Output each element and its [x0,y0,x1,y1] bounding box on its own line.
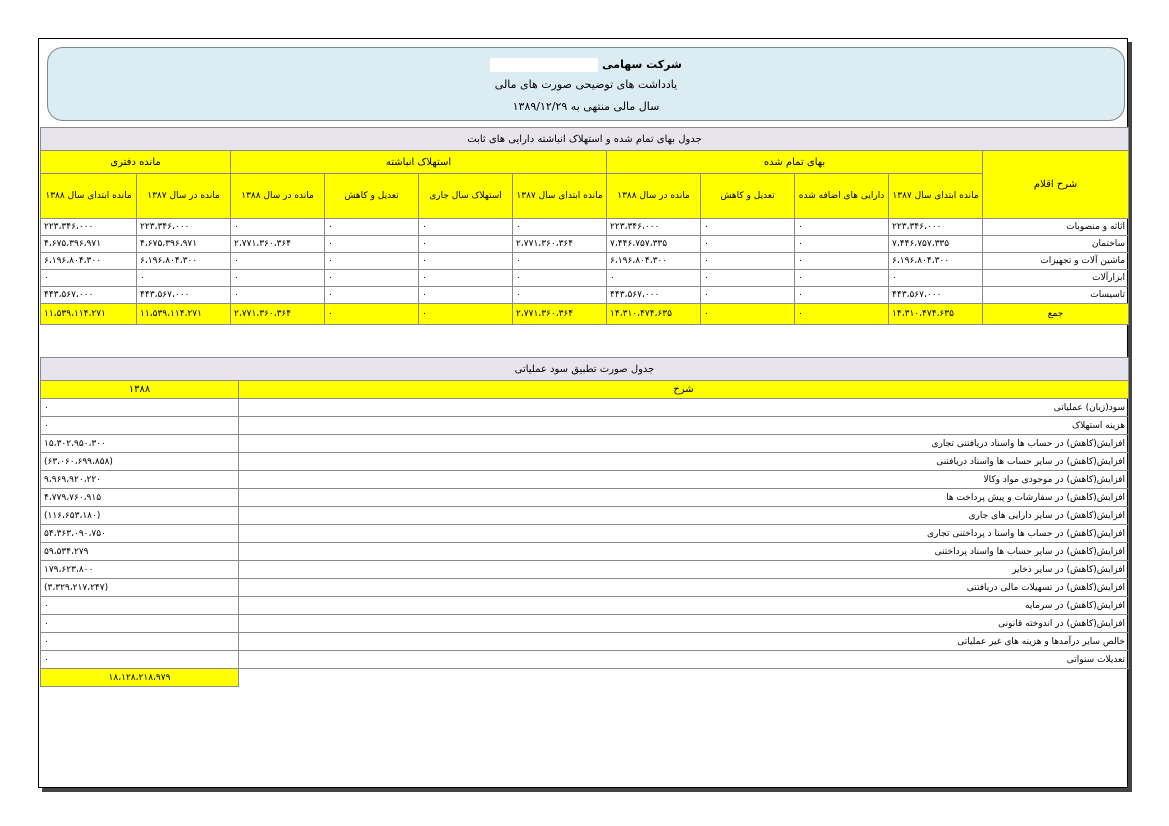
column-header: مانده ابتدای سال ۱۳۸۸ [41,174,137,219]
total-label: جمع [983,304,1129,325]
report-subtitle: یادداشت های توضیحی صورت های مالی [494,78,678,91]
table-row [41,287,1129,304]
row-value: ۰ [41,633,239,651]
table-cell: ۴۴۳،۵۶۷،۰۰۰ [137,287,231,304]
table-cell: ۰ [325,253,419,270]
total-cell: ۰ [701,304,795,325]
group-book-header: مانده دفتری [41,151,231,174]
total-cell: ۰ [325,304,419,325]
table-cell: ۰ [795,287,889,304]
total-cell: ۱۱،۵۳۹،۱۱۴،۲۷۱ [137,304,231,325]
table-row [41,507,1129,525]
company-title [48,58,1124,72]
total-value: ۱۸،۱۲۸،۲۱۸،۹۷۹ [41,669,239,687]
table-cell: ۰ [325,270,419,287]
table-cell: ۰ [513,287,607,304]
row-label: افزایش(کاهش) در سایر حساب ها واسناد پرداختنی [239,543,1129,561]
table-cell: ۰ [701,236,795,253]
row-value: (۱۱۶،۶۵۳،۱۸۰) [41,507,239,525]
table-row [41,471,1129,489]
row-label: هزینه استهلاک [239,417,1129,435]
table-cell: ۴۴۳،۵۶۷،۰۰۰ [889,287,983,304]
table-cell: ۰ [41,270,137,287]
row-value: (۶۳،۰۶۰،۶۹۹،۸۵۸) [41,453,239,471]
column-header: مانده در سال ۱۳۸۸ [231,174,325,219]
table-cell: ۰ [701,219,795,236]
column-header: تعدیل و کاهش [701,174,795,219]
table-cell: ۰ [889,270,983,287]
table-cell: ۲۲۳،۳۴۶،۰۰۰ [41,219,137,236]
desc-header: شرح اقلام [983,151,1129,219]
table-cell: ۴۴۳،۵۶۷،۰۰۰ [41,287,137,304]
row-label: افزایش(کاهش) در سایر دارایی های جاری [239,507,1129,525]
row-value: ۰ [41,597,239,615]
table-cell: ۲،۷۷۱،۳۶۰،۳۶۴ [513,236,607,253]
row-label: افزایش(کاهش) در تسهیلات مالی دریافتنی [239,579,1129,597]
table-cell: ۰ [231,287,325,304]
fixed-assets-title: جدول بهای تمام شده و استهلاک انباشته دارایی های ثابت [41,128,1129,151]
column-header: دارایی های اضافه شده [795,174,889,219]
table-cell: ۰ [795,270,889,287]
table-cell: ۲۲۳،۳۴۶،۰۰۰ [607,219,701,236]
row-label: افزایش(کاهش) در حساب ها واسناد دریافتنی تجاری [239,435,1129,453]
fiscal-period: سال مالی منتهی به ۱۳۸۹/۱۲/۲۹ [512,100,660,113]
total-cell: ۲،۷۷۱،۳۶۰،۳۶۴ [231,304,325,325]
column-header: مانده در سال ۱۳۸۷ [137,174,231,219]
table-row [41,489,1129,507]
table-cell: ۴،۶۷۵،۳۹۶،۹۷۱ [41,236,137,253]
group-depreciation-header: استهلاک انباشته [231,151,607,174]
table-cell: ۶،۱۹۶،۸۰۴،۳۰۰ [607,253,701,270]
table-cell: ۲۲۳،۳۴۶،۰۰۰ [889,219,983,236]
table-cell: ۰ [513,270,607,287]
company-label: شرکت سهامی [602,58,682,71]
table-cell: ۰ [325,236,419,253]
table-row [41,633,1129,651]
row-label: افزایش(کاهش) در سایر حساب ها واسناد دریافتنی [239,453,1129,471]
table-cell: ۰ [137,270,231,287]
year-header: ۱۳۸۸ [41,381,239,399]
row-value: ۱۷۹،۶۲۳،۸۰۰ [41,561,239,579]
row-label: ساختمان [983,236,1129,253]
table-cell: ۷،۴۴۶،۷۵۷،۳۳۵ [607,236,701,253]
table-cell: ۲،۷۷۱،۳۶۰،۳۶۴ [231,236,325,253]
column-header: مانده در سال ۱۳۸۸ [607,174,701,219]
row-value: ۰ [41,417,239,435]
row-label: ماشین آلات و تجهیزات [983,253,1129,270]
table-cell: ۰ [701,253,795,270]
total-row [41,669,1129,687]
column-header: استهلاک سال جاری [419,174,513,219]
report-page [38,38,1128,788]
table-cell: ۰ [419,287,513,304]
row-label: سود(زیان) عملیاتی [239,399,1129,417]
operating-profit-reconciliation-table [40,357,1129,687]
table-row [41,615,1129,633]
table-cell: ۰ [513,253,607,270]
table-cell: ۰ [325,287,419,304]
column-header: مانده ابتدای سال ۱۳۸۷ [513,174,607,219]
table-row [41,270,1129,287]
table-row [41,453,1129,471]
total-spacer [239,669,1129,687]
table-row [41,525,1129,543]
table-cell: ۰ [231,253,325,270]
total-cell: ۱۴،۳۱۰،۴۷۴،۶۳۵ [889,304,983,325]
row-label: خالص سایر درآمدها و هزینه های غیر عملیاتی [239,633,1129,651]
table-cell: ۰ [419,270,513,287]
row-value: ۰ [41,651,239,669]
group-cost-header: بهای تمام شده [607,151,983,174]
total-cell: ۰ [419,304,513,325]
table-cell: ۰ [231,219,325,236]
row-value: ۰ [41,615,239,633]
row-label: تعدیلات سنواتی [239,651,1129,669]
table-cell: ۰ [795,219,889,236]
total-cell: ۱۱،۵۳۹،۱۱۴،۲۷۱ [41,304,137,325]
row-value: ۵۹،۵۳۴،۲۷۹ [41,543,239,561]
total-cell: ۱۴،۳۱۰،۴۷۴،۶۳۵ [607,304,701,325]
table-row [41,579,1129,597]
row-label: تاسیسات [983,287,1129,304]
table-cell: ۰ [701,270,795,287]
column-header: مانده ابتدای سال ۱۳۸۷ [889,174,983,219]
table-cell: ۰ [325,219,419,236]
table-cell: ۰ [795,253,889,270]
row-value: ۵۴،۳۶۳،۰۹۰،۷۵۰ [41,525,239,543]
table-row [41,651,1129,669]
table-cell: ۰ [419,219,513,236]
row-label: افزایش(کاهش) در اندوخته قانونی [239,615,1129,633]
table-cell: ۰ [419,253,513,270]
row-label: افزایش(کاهش) در موجودی مواد وکالا [239,471,1129,489]
total-row [41,304,1129,325]
table-cell: ۶،۱۹۶،۸۰۴،۳۰۰ [41,253,137,270]
row-value: ۴،۷۷۹،۷۶۰،۹۱۵ [41,489,239,507]
table-cell: ۴۴۳،۵۶۷،۰۰۰ [607,287,701,304]
table-cell: ۰ [513,219,607,236]
table-row [41,219,1129,236]
reconciliation-title: جدول صورت تطبیق سود عملیاتی [41,358,1129,381]
table-row [41,597,1129,615]
table-cell: ۶،۱۹۶،۸۰۴،۳۰۰ [889,253,983,270]
total-cell: ۲،۷۷۱،۳۶۰،۳۶۴ [513,304,607,325]
table-cell: ۶،۱۹۶،۸۰۴،۳۰۰ [137,253,231,270]
table-row [41,543,1129,561]
row-label: اثاثه و منصوبات [983,219,1129,236]
company-name-mask [490,58,598,72]
row-label: ابزارآلات [983,270,1129,287]
table-row [41,561,1129,579]
table-cell: ۰ [607,270,701,287]
table-row [41,253,1129,270]
total-cell: ۰ [795,304,889,325]
row-label: افزایش(کاهش) در سرمایه [239,597,1129,615]
table-cell: ۲۲۳،۳۴۶،۰۰۰ [137,219,231,236]
column-header: تعدیل و کاهش [325,174,419,219]
report-header [47,47,1125,121]
desc-header: شرح [239,381,1129,399]
row-value: ۱۵،۳۰۲،۹۵۰،۳۰۰ [41,435,239,453]
table-row [41,236,1129,253]
row-label: افزایش(کاهش) در سفارشات و پیش پرداخت ها [239,489,1129,507]
row-label: افزایش(کاهش) در حساب ها واسنا د پرداختنی تجاری [239,525,1129,543]
row-value: ۹،۹۶۹،۹۲۰،۲۲۰ [41,471,239,489]
table-cell: ۰ [795,236,889,253]
row-value: ۰ [41,399,239,417]
table-row [41,399,1129,417]
row-label: افزایش(کاهش) در سایر ذخایر [239,561,1129,579]
table-cell: ۷،۴۴۶،۷۵۷،۳۳۵ [889,236,983,253]
fixed-assets-table [40,127,1129,325]
table-cell: ۴،۶۷۵،۳۹۶،۹۷۱ [137,236,231,253]
table-cell: ۰ [419,236,513,253]
table-row [41,417,1129,435]
table-row [41,435,1129,453]
table-cell: ۰ [231,270,325,287]
table-cell: ۰ [701,287,795,304]
row-value: (۳،۳۲۹،۲۱۷،۲۴۷) [41,579,239,597]
